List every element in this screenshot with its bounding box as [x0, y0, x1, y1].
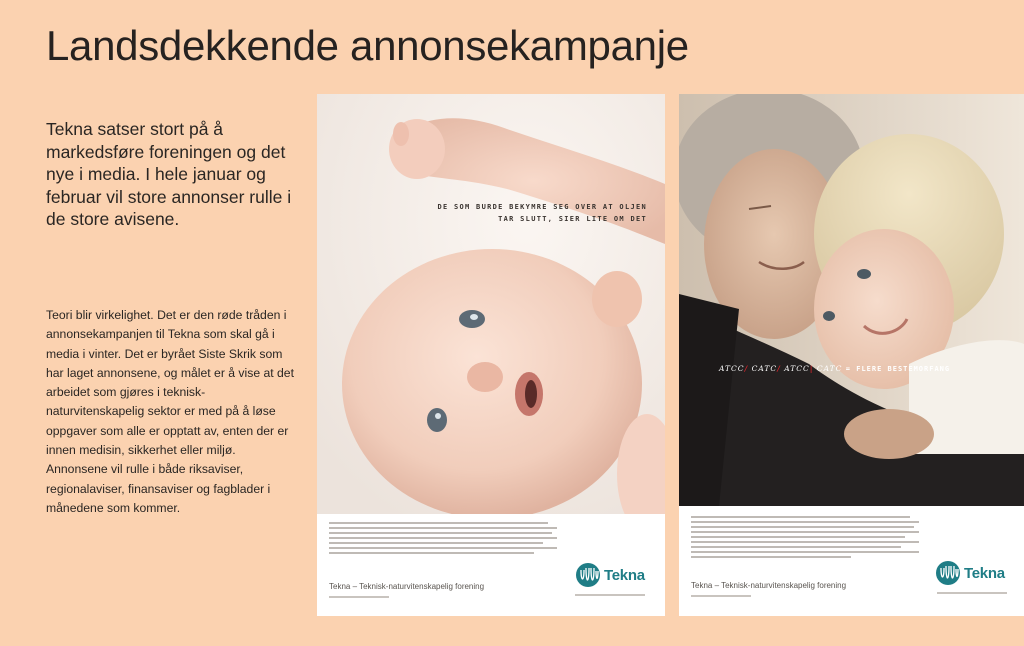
ad-fine-print	[691, 516, 919, 561]
ad-footer-url	[329, 596, 389, 601]
ad-baby	[317, 94, 665, 616]
logo-tagline	[575, 594, 645, 599]
baby-photo	[317, 94, 665, 514]
tekna-logo	[935, 560, 1005, 586]
dna-sequence-4: CATC	[816, 364, 843, 373]
ad-footer-url	[691, 595, 751, 600]
tekna-logo-text: Tekna	[964, 564, 1005, 582]
tekna-logo-text: Tekna	[604, 566, 645, 584]
tekna-logo-icon	[935, 560, 961, 586]
dna-sequence-2: CATC	[751, 364, 778, 373]
lead-paragraph: Tekna satser stort på å markedsføre foreningen og det nye i media. I hele januar og februar vil store annonser rulle i de store avisene.	[46, 119, 292, 229]
ad-headline: DE SOM BURDE BEKYMRE SEG OVER AT OLJEN TAR SLUTT, SIER LITE OM DET	[437, 203, 647, 223]
logo-tagline	[937, 592, 1007, 597]
page-title: Landsdekkende annonsekampanje	[46, 22, 689, 69]
tekna-logo-icon	[575, 562, 601, 588]
body-paragraph: Teori blir virkelighet. Det er den røde tråden i annonsekampanjen til Tekna som skal gå i media i vinter. Det er byrået Siste Skrik som har laget annonsene, og målet er å vise at det arbeidet som gjøres i teknisk- naturvitenskapelig sektor er med på å løse oppgaver som alle er opptatt av, enten der er innen medisin, sikkerhet eller miljø. Annonsene vil rulle i både riksaviser, regionalaviser, finansaviser og fagblader i månedene som kommer.	[46, 308, 294, 515]
tekna-logo	[575, 562, 645, 588]
ad-fine-print	[329, 522, 557, 557]
ad-grandmother	[679, 94, 1024, 616]
dna-sequence-3: ATCC	[784, 364, 810, 373]
ad-dna-headline: ATCC/ CATC/ ATCC| CATC = FLERE BESTEMORFANG	[719, 364, 951, 373]
ad-headline-tag: = FLERE BESTEMORFANG	[845, 365, 951, 373]
ad-organization: Tekna – Teknisk-naturvitenskapelig forening	[329, 582, 485, 591]
dna-sequence: ATCC	[719, 364, 745, 373]
grandmother-child-photo	[679, 94, 1024, 506]
ad-organization: Tekna – Teknisk-naturvitenskapelig forening	[691, 581, 847, 590]
